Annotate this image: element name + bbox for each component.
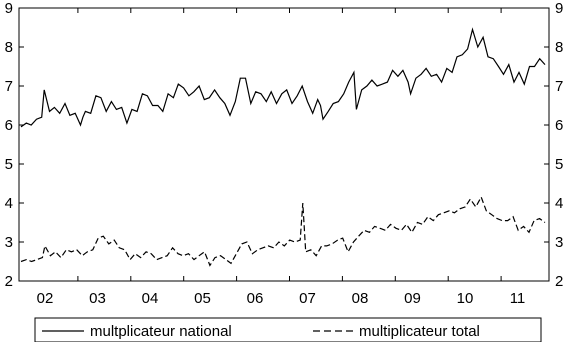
x-tick-label: 10: [456, 290, 474, 307]
y-tick-label-left: 4: [4, 195, 13, 212]
y-tick-label-left: 6: [4, 117, 13, 134]
y-tick-label-left: 2: [4, 273, 13, 290]
y-tick-label-left: 3: [4, 234, 13, 251]
y-tick-label-right: 5: [555, 156, 564, 173]
legend-label-total: multiplicateur total: [359, 323, 480, 340]
y-tick-label-right: 3: [555, 234, 564, 251]
x-tick-label: 07: [299, 290, 316, 307]
y-tick-label-right: 4: [555, 195, 564, 212]
x-tick-label: 11: [509, 290, 526, 307]
legend-label-national: multplicateur national: [90, 323, 232, 340]
y-tick-label-right: 8: [555, 39, 564, 56]
x-tick-label: 04: [141, 290, 159, 307]
x-tick-label: 03: [89, 290, 106, 307]
y-tick-label-left: 5: [4, 156, 13, 173]
y-tick-label-right: 6: [555, 117, 564, 134]
y-tick-label-right: 2: [555, 273, 564, 290]
y-tick-label-left: 9: [4, 0, 13, 17]
x-tick-label: 05: [194, 290, 211, 307]
x-tick-label: 09: [404, 290, 421, 307]
y-tick-label-right: 9: [555, 0, 564, 17]
y-tick-label-right: 7: [555, 78, 564, 95]
x-tick-label: 08: [351, 290, 369, 307]
y-tick-label-left: 8: [4, 39, 13, 56]
x-tick-label: 06: [246, 290, 264, 307]
y-tick-label-left: 7: [4, 78, 13, 95]
x-tick-label: 02: [36, 290, 54, 307]
legend: [35, 318, 541, 342]
